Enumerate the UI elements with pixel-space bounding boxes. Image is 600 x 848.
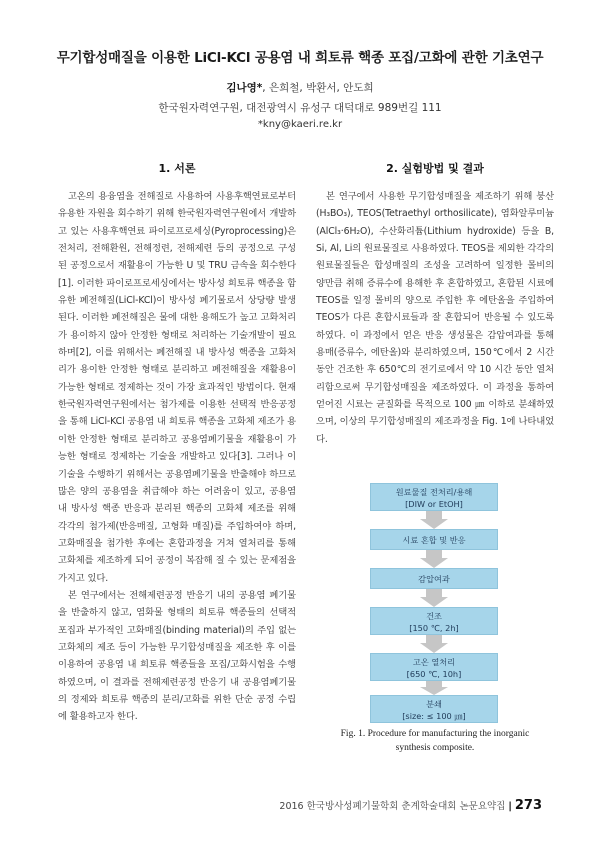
flow-step-drying xyxy=(370,607,498,635)
section-1-paragraph-1: 고온의 용융염을 전해질로 사용하여 사용후핵연료로부터 유용한 자원을 회수하기 위해 한국원자력연구원에서 개발하고 있는 사용후핵연료 파이로프로세싱(Pyroprocessing)은 전처리, 전해환원, 전해정련, 전해제련 등의 공정으로 구성된 공정으로서 재활용이 가능한 U 및 TRU 금속을 회수한다[1]. 이러한 파이로프로세싱에서는 방사성 희토류 핵종을 함유한 폐전해질(LiCl-KCl)이 방사성 폐기물로서 상당량 발생된다. 이러한 폐전해질은 물에 대한 용해도가 높고 고화처리가 용이하지 않아 안정한 형태로 처리하는 기술개발이 필요하며[2], 이를 위해서는 폐전해질 내 방사성 핵종을 고화처리가 용이한 안정한 형태로 분리하고 폐전해질을 재활용이 가능한 형태로 정제하는 것이 가장 효과적인 방법이다. 현재 한국원자력연구원에서는 첨가제를 이용한 선택적 반응공정을 통해 LiCl-KCl 공용염 내 희토류 핵종을 고화체 제조가 용이한 안정한 형태로 분리하고 공용염폐기물을 재활용이 가능한 형태로 정제하는 기술을 개발하고 있다[3]. 그러나 이 기술을 수행하기 위해서는 공용염폐기물을 반출해야 하므로 많은 양의 공용염을 취급해야 하는 어려움이 있고, 공용염 내 방사성 핵종 반응과 분리된 핵종의 고화체 제조를 위해 각각의 첨가제(반응매질, 고형화 매질)를 주입하여야 하며, 고화매질을 첨가한 후에는 혼합과정을 거쳐 열처리를 통해 고화체를 제조하게 되어 공정이 복잡해 질 수 있는 문제점을 가지고 있다. xyxy=(58,191,296,584)
flow-step-filtration xyxy=(370,568,498,589)
section-2-paragraph-1: 본 연구에서 사용한 무기합성매질을 제조하기 위해 붕산(H₃BO₃), TEOS(Tetraethyl orthosilicate), 염화알루미늄(AlCl₃·6H₂O), 수산화리튬(Lithium hydroxide) 등을 B, Si, Al, Li의 원료물질로 사용하였다. TEOS를 제외한 각각의 원료물질들은 합성매질의 조성을 고려하여 일정한 몰비의 양만큼 취해 증류수에 용해한 후 혼합하였고, 혼합된 시료에 TEOS를 일정 몰비의 양으로 주입한 후 에탄올을 주입하여 TEOS가 다른 혼합시료들과 잘 혼합되어 반응될 수 있도록 하였다. 이 과정에서 얻은 반응 생성물은 감압여과를 통해 용매(증류수, 에탄올)와 분리하였으며, 150℃에서 2 시간 동안 건조한 후 650℃의 전기로에서 약 10 시간 동안 열처리함으로써 무기합성매질을 제조하였다. 이 과정을 통하여 얻어진 시료는 균질화를 목적으로 100 ㎛ 이하로 분쇄하였으며, 이상의 무기합성매질의 제조과정을 Fig. 1에 나타내었다. xyxy=(316,191,554,445)
flow-step-mixing xyxy=(370,529,498,550)
flow-step-heat-treatment xyxy=(370,653,498,681)
affiliation: 한국원자력연구원, 대전광역시 유성구 대덕대로 989번길 111 xyxy=(158,102,442,114)
caption-line-1: Fig. 1. Procedure for manufacturing the inorganic xyxy=(340,729,530,739)
caption-line-2: synthesis composite. xyxy=(395,743,475,753)
author-line xyxy=(0,80,600,95)
flow-step-grinding xyxy=(370,695,498,723)
flow-step-label: 감압여과 xyxy=(418,574,450,584)
flow-step-dissolution xyxy=(370,483,498,511)
footer-separator: | xyxy=(508,801,512,812)
page-footer xyxy=(279,798,542,813)
lead-author: 김나영* xyxy=(226,82,263,94)
flow-step-condition: [650 ℃, 10h] xyxy=(406,669,462,679)
figure-caption xyxy=(316,727,554,755)
section-2-body xyxy=(316,188,554,448)
section-1-paragraph-2: 본 연구에서는 전해제련공정 반응기 내의 공용염 폐기물을 반출하지 않고, 염화물 형태의 희토류 핵종들의 선택적 포집과 부가적인 고화매질(binding material)의 주입 없는 고화체의 제조 등이 가능한 무기합성매질을 제조한 후 이를 이용하여 공용염 내 희토류 핵종들을 포집/고화시험을 수행하였으며, 이 결과를 전해제련공정 반응기 내 공용염폐기물의 정제와 희토류 핵종의 분리/고화를 위한 단순 공정 수립에 활용하고자 한다. xyxy=(58,589,296,723)
arrow-down-icon xyxy=(420,681,448,695)
arrow-down-icon xyxy=(420,550,448,568)
flow-step-label: 분쇄 xyxy=(426,699,442,709)
co-authors: , 은희철, 박환서, 안도희 xyxy=(262,82,374,94)
arrow-down-icon xyxy=(420,511,448,529)
flow-step-condition: [DIW or EtOH] xyxy=(405,499,463,509)
page-number: 273 xyxy=(514,798,542,813)
corresponding-email: *kny@kaeri.re.kr xyxy=(257,119,343,130)
section-1-heading: 1. 서론 xyxy=(158,162,196,175)
paper-title: 무기합성매질을 이용한 LiCl-KCl 공용염 내 희토류 핵종 포집/고화에 관한 기초연구 xyxy=(56,50,544,66)
flow-step-label: 고온 열처리 xyxy=(412,657,456,667)
arrow-down-icon xyxy=(420,589,448,607)
section-2-heading: 2. 실험방법 및 결과 xyxy=(386,162,484,175)
flow-step-condition: [size: ≤ 100 ㎛] xyxy=(402,711,466,721)
footer-proceedings: 2016 한국방사성폐기물학회 춘계학술대회 논문요약집 xyxy=(279,801,506,812)
section-1-body xyxy=(58,188,296,726)
arrow-down-icon xyxy=(420,635,448,653)
flow-step-label: 원료물질 전처리/용해 xyxy=(395,487,473,497)
flow-step-condition: [150 ℃, 2h] xyxy=(409,623,459,633)
flowchart-arrows xyxy=(316,483,554,723)
flow-step-label: 시료 혼합 및 반응 xyxy=(402,535,466,545)
flow-step-label: 건조 xyxy=(426,611,442,621)
procedure-flowchart xyxy=(316,483,554,723)
